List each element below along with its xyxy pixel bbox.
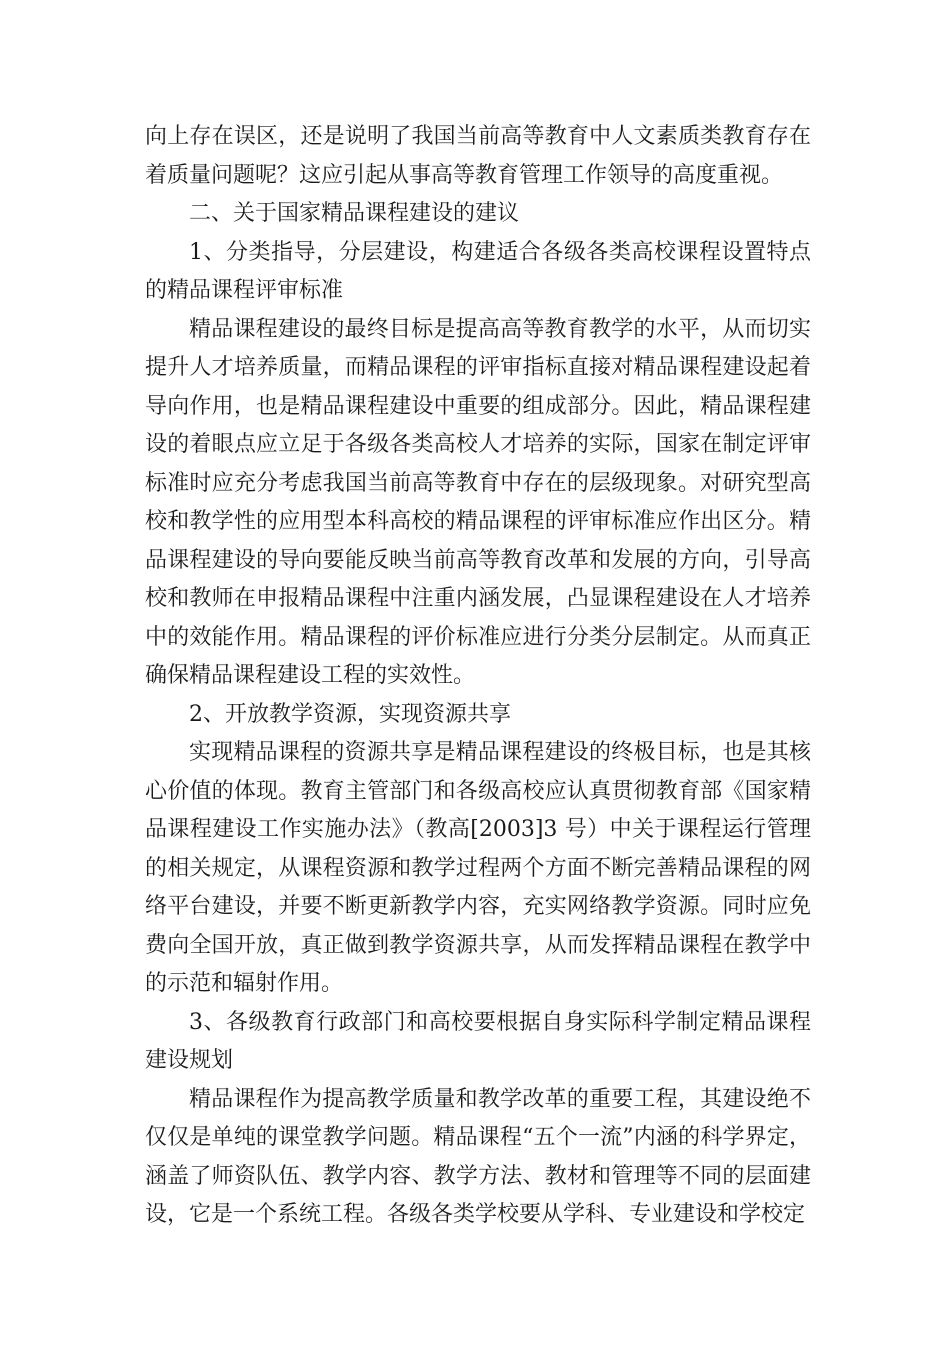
paragraph-resource-sharing: 实现精品课程的资源共享是精品课程建设的终极目标，也是其核心价值的体现。教育主管部门和各级高校应认真贯彻教育部《国家精品课程建设工作实施办法》（教高[2003]3 号）中关于课程运行管理的相关规定，从课程资源和教学过程两个方面不断完善精品课程的网络平台建设，并要不断更新教学内容，充实网络教学资源。同时应免费向全国开放，真正做到教学资源共享，从而发挥精品课程在教学中的示范和辐射作用。 [145, 740, 811, 996]
section-heading-suggestions: 二、关于国家精品课程建设的建议 [189, 201, 520, 226]
document-body [145, 118, 811, 1235]
subheading-2: 2、开放教学资源，实现资源共享 [189, 701, 511, 727]
paragraph-evaluation-standards: 精品课程建设的最终目标是提高高等教育教学的水平，从而切实提升人才培养质量，而精品课程的评审指标直接对精品课程建设起着导向作用，也是精品课程建设中重要的组成部分。因此，精品课程建设的着眼点应立足于各级各类高校人才培养的实际，国家在制定评审标准时应充分考虑我国当前高等教育中存在的层级现象。对研究型高校和教学性的应用型本科高校的精品课程的评审标准应作出区分。精品课程建设的导向要能反映当前高等教育改革和发展的方向，引导高校和教师在申报精品课程中注重内涵发展，凸显课程建设在人才培养中的效能作用。精品课程的评价标准应进行分类分层制定。从而真正确保精品课程建设工程的实效性。 [145, 316, 811, 688]
paragraph-continuation: 向上存在误区，还是说明了我国当前高等教育中人文素质类教育存在着质量问题呢？这应引起从事高等教育管理工作领导的高度重视。 [145, 124, 811, 188]
paragraph-construction-planning: 精品课程作为提高教学质量和教学改革的重要工程，其建设绝不仅仅是单纯的课堂教学问题。精品课程“五个一流”内涵的科学界定，涵盖了师资队伍、教学内容、教学方法、教材和管理等不同的层面建设，它是一个系统工程。各级各类学校要从学科、专业建设和学校定 [145, 1086, 811, 1227]
subheading-3: 3、各级教育行政部门和高校要根据自身实际科学制定精品课程建设规划 [145, 1009, 811, 1073]
subheading-1: 1、分类指导，分层建设，构建适合各级各类高校课程设置特点的精品课程评审标准 [145, 239, 811, 303]
